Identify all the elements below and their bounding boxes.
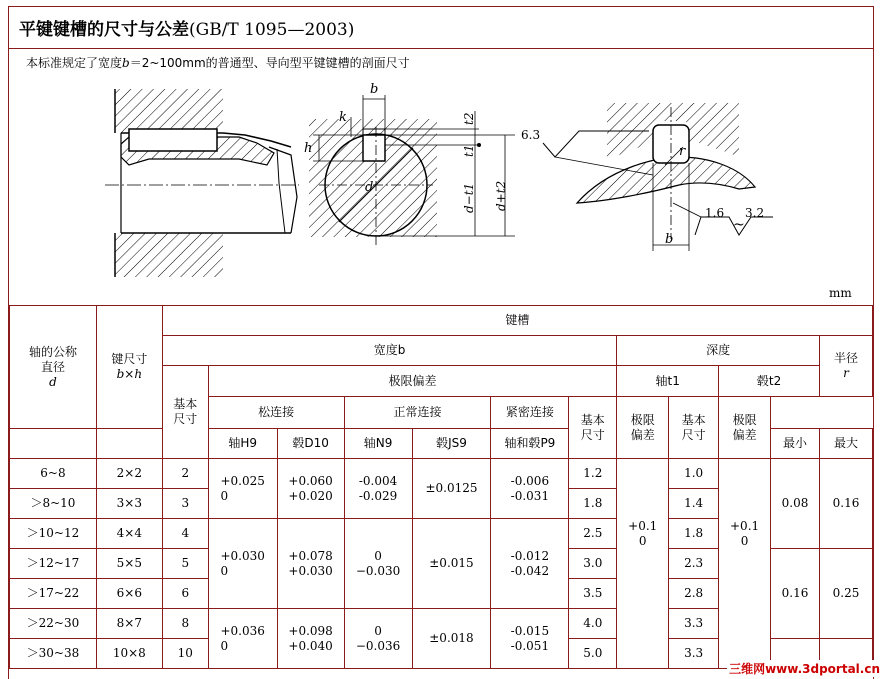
header-t1-basic: 基本 尺寸 <box>569 397 617 459</box>
label-b: b <box>370 82 379 97</box>
table-row: ＞8~10 3×3 3 1.8 1.4 <box>10 489 873 519</box>
label-d: d <box>365 180 374 195</box>
table-row: ＞17~22 6×6 6 3.5 2.8 <box>10 579 873 609</box>
watermark: 三维网www.3dportal.cn <box>729 662 880 676</box>
header-depth: 深度 <box>617 336 820 366</box>
description: 本标准规定了宽度b＝2~100mm的普通型、导向型平键键槽的剖面尺寸 <box>26 56 410 70</box>
header-hub-t2: 毂t2 <box>719 366 820 397</box>
table-row: ＞10~12 4×4 4 +0.030 0 +0.078 +0.030 0 −0.030 ±0.015 -0.012 -0.042 2.5 1.8 <box>10 519 873 549</box>
shaft-side-view <box>105 89 299 277</box>
unit-label: mm <box>829 286 852 300</box>
header-normal: 正常连接 <box>344 397 491 429</box>
keyway-drawings <box>9 7 874 305</box>
page-title: 平键键槽的尺寸与公差(GB/T 1095—2003) <box>19 20 355 40</box>
header-shaft-hub-p9: 轴和毂P9 <box>491 429 569 459</box>
ra-3-2: 3.2 <box>745 206 765 220</box>
header-max: 最大 <box>819 429 872 459</box>
header-key-size: 键尺寸 b×h <box>96 306 162 429</box>
label-t2: t2 <box>462 112 476 125</box>
header-tight: 紧密连接 <box>491 397 569 429</box>
label-t1: t1 <box>462 144 476 157</box>
label-r: r <box>679 144 686 159</box>
header-t2-limit: 极限 偏差 <box>719 397 771 459</box>
label-b-hub: b <box>665 232 674 247</box>
header-shaft-diameter: 轴的公称 直径 d <box>10 306 97 429</box>
label-h: h <box>304 141 313 156</box>
header-hub-js9: 毂JS9 <box>412 429 491 459</box>
table-row: ＞12~17 5×5 5 3.0 2.3 0.16 0.25 <box>10 549 873 579</box>
hub-keyway-detail <box>521 103 773 251</box>
table-row: ＞22~30 8×7 8 +0.036 0 +0.098 +0.040 0 −0.036 ±0.018 -0.015 -0.051 4.0 3.3 <box>10 609 873 639</box>
header-shaft-h9: 轴H9 <box>208 429 277 459</box>
header-limit-deviation: 极限偏差 <box>208 366 617 397</box>
label-k: k <box>339 110 347 125</box>
keyway-table <box>9 305 873 669</box>
table-row: ＞30~38 10×8 10 5.0 3.3 <box>10 639 873 669</box>
header-keyway: 键槽 <box>162 306 872 336</box>
label-d-minus-t1: d−t1 <box>462 182 476 213</box>
label-d-plus-t2: d+t2 <box>494 180 508 211</box>
tilde: ~ <box>733 217 745 233</box>
table-row: 6~8 2×2 2 +0.025 0 +0.060 +0.020 -0.004 -0.029 ±0.0125 -0.006 -0.031 1.2 +0.1 0 1.0 +0.1 0 0.08 0.16 <box>10 459 873 489</box>
header-loose: 松连接 <box>208 397 344 429</box>
header-min: 最小 <box>771 429 820 459</box>
header-shaft-n9: 轴N9 <box>344 429 412 459</box>
header-basic-size: 基本 尺寸 <box>162 366 208 459</box>
standard-page <box>8 6 874 679</box>
ra-6-3: 6.3 <box>521 128 541 142</box>
header-width: 宽度b <box>162 336 616 366</box>
ra-1-6: 1.6 <box>705 206 725 220</box>
header-hub-d10: 毂D10 <box>277 429 344 459</box>
shaft-cross-section <box>304 82 515 247</box>
header-radius: 半径 r <box>819 336 872 397</box>
header-shaft-t1: 轴t1 <box>617 366 719 397</box>
header-t2-basic: 基本 尺寸 <box>669 397 719 459</box>
header-t1-limit: 极限 偏差 <box>617 397 669 459</box>
